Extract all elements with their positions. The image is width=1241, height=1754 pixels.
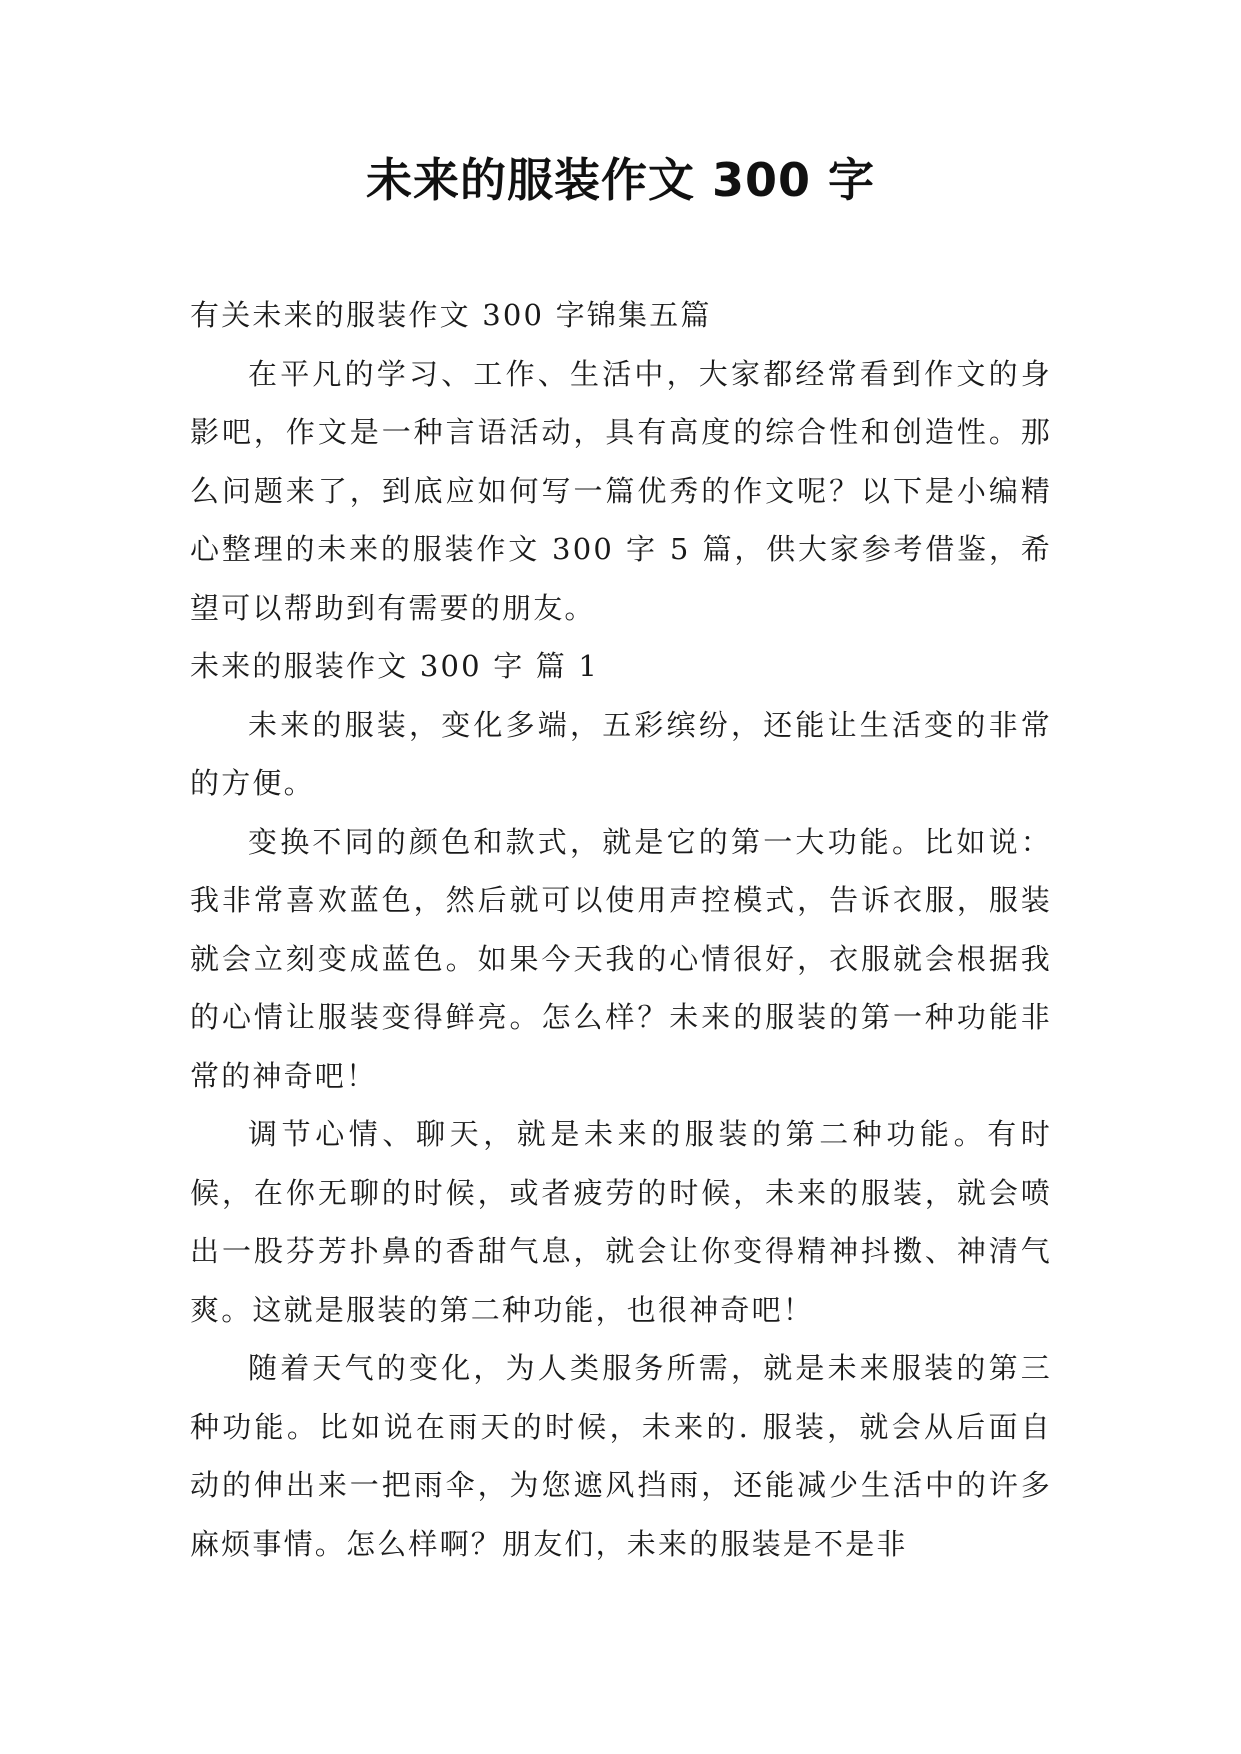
document-title: 未来的服装作文 300 字 [365,153,876,207]
document-subtitle: 有关未来的服装作文 300 字锦集五篇 [190,298,712,332]
section-heading: 未来的服装作文 300 字 篇 1 [190,649,600,683]
intro-paragraph: 在平凡的学习、工作、生活中，大家都经常看到作文的身影吧，作文是一种言语活动，具有高度的综合性和创造性。那么问题来了，到底应如何写一篇优秀的作文呢？以下是小编精心整理的未来的服装作文 300 字 5 篇，供大家参考借鉴，希望可以帮助到有需要的朋友。 [190,356,1052,625]
body-paragraph: 调节心情、聊天，就是未来的服装的第二种功能。有时候，在你无聊的时候，或者疲劳的时候，未来的服装，就会喷出一股芬芳扑鼻的香甜气息，就会让你变得精神抖擞、神清气爽。这就是服装的第二种功能，也很神奇吧！ [190,1117,1052,1327]
body-paragraph: 变换不同的颜色和款式，就是它的第一大功能。比如说：我非常喜欢蓝色，然后就可以使用声控模式，告诉衣服，服装就会立刻变成蓝色。如果今天我的心情很好，衣服就会根据我的心情让服装变得鲜亮。怎么样？未来的服装的第一种功能非常的神奇吧！ [190,824,1052,1093]
document-body [190,286,1052,1573]
body-paragraph: 未来的服装，变化多端，五彩缤纷，还能让生活变的非常的方便。 [190,707,1052,800]
body-paragraph: 随着天气的变化，为人类服务所需，就是未来服装的第三种功能。比如说在雨天的时候，未来的. 服装，就会从后面自动的伸出来一把雨伞，为您遮风挡雨，还能减少生活中的许多麻烦事情。怎么样啊？朋友们，未来的服装是不是非 [190,1351,1052,1561]
